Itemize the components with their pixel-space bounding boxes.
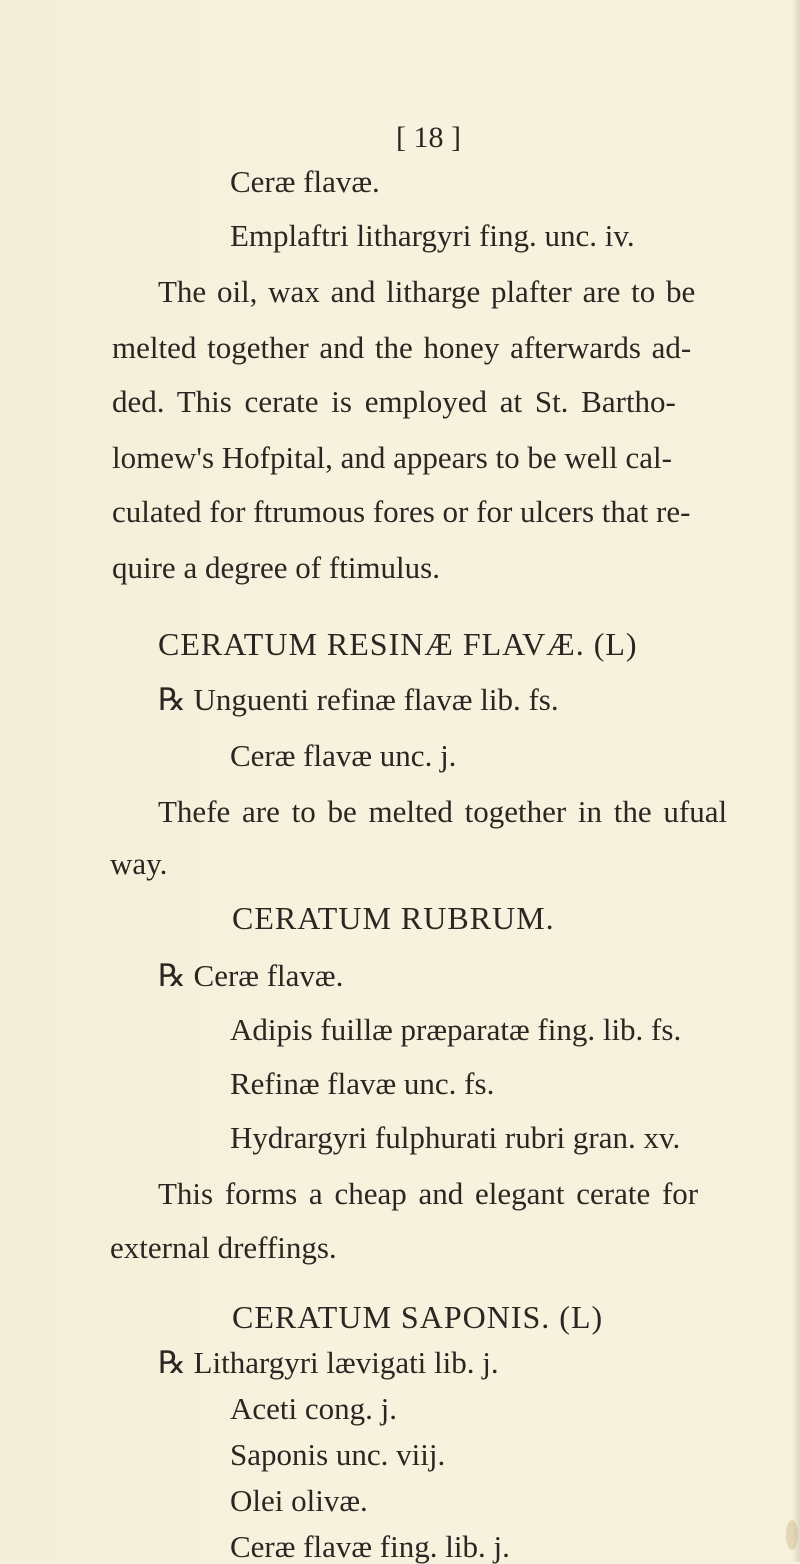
section-heading: CERATUM RUBRUM.: [232, 900, 555, 936]
recipe-line: ℞ Ceræ flavæ.: [158, 958, 344, 993]
page-edge-shadow: [792, 0, 800, 1562]
text-line: melted together and the honey afterwards ad-: [112, 330, 692, 365]
recipe-line: Ceræ flavæ unc. j.: [230, 738, 457, 773]
text-line: ded. This cerate is employed at St. Bartho-: [112, 384, 676, 419]
text-line: The oil, wax and litharge plafter are to be: [158, 274, 696, 309]
recipe-line: Olei olivæ.: [230, 1483, 368, 1518]
text-line: Emplaftri lithargyri fing. unc. iv.: [230, 218, 635, 253]
recipe-line: ℞ Unguenti refinæ flavæ lib. fs.: [158, 682, 559, 717]
text-line: culated for ftrumous fores or for ulcers that re-: [112, 494, 691, 529]
recipe-line: Saponis unc. viij.: [230, 1437, 446, 1472]
text-line: Thefe are to be melted together in the ufual: [158, 794, 728, 829]
text-line: Ceræ flavæ.: [230, 164, 380, 199]
recipe-line: Ceræ flavæ fing. lib. j.: [230, 1529, 510, 1564]
section-heading: CERATUM SAPONIS. (L): [232, 1299, 604, 1335]
recipe-line: Refinæ flavæ unc. fs.: [230, 1066, 495, 1101]
text-line: lomew's Hofpital, and appears to be well cal-: [112, 440, 672, 475]
text-line: way.: [110, 846, 168, 881]
recipe-line: ℞ Lithargyri lævigati lib. j.: [158, 1345, 499, 1380]
text-line: external dreffings.: [110, 1230, 337, 1265]
recipe-line: Hydrargyri fulphurati rubri gran. xv.: [230, 1120, 681, 1155]
text-line: quire a degree of ftimulus.: [112, 550, 440, 585]
recipe-line: Adipis fuillæ præparatæ fing. lib. fs.: [230, 1012, 682, 1047]
paper-stain: [786, 1520, 798, 1550]
page-number: [ 18 ]: [396, 121, 461, 154]
section-heading: CERATUM RESINÆ FLAVÆ. (L): [158, 626, 638, 662]
text-line: This forms a cheap and elegant cerate for: [158, 1176, 699, 1211]
recipe-line: Aceti cong. j.: [230, 1391, 398, 1426]
